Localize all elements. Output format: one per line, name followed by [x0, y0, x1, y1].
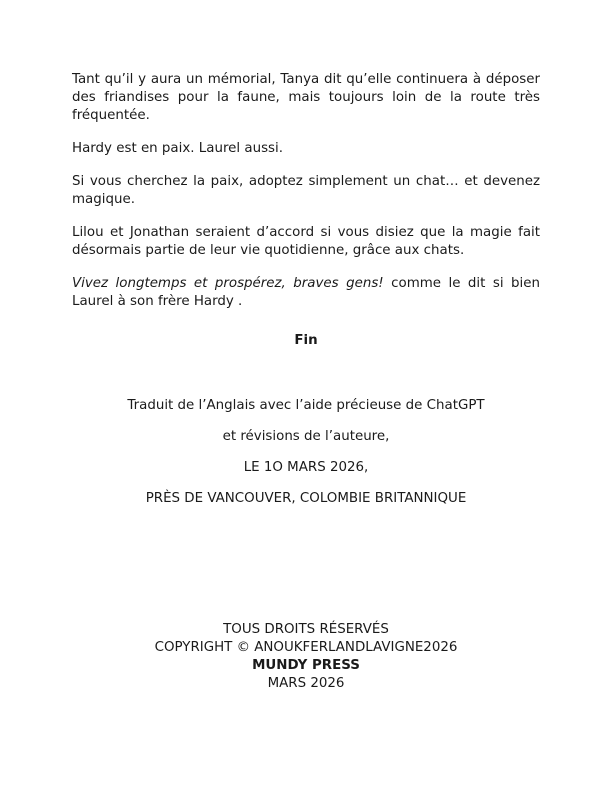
copyright-block — [0, 621, 612, 693]
credits-revisions: et révisions de l’auteure, — [222, 429, 390, 444]
farewell-quote: Vivez longtemps et prospérez, braves gens! — [72, 276, 384, 291]
copyright-line: COPYRIGHT © ANOUKFERLANDLAVIGNE2026 — [154, 640, 458, 655]
publication-date: MARS 2026 — [267, 676, 345, 691]
paragraph-memorial: Tant qu’il y aura un mémorial, Tanya dit qu’elle continuera à déposer des friandises pour la faune, mais toujours loin de la route très fréquentée. — [72, 72, 540, 123]
credits-location: PRÈS DE VANCOUVER, COLOMBIE BRITANNIQUE — [145, 491, 467, 506]
credits-date: LE 1O MARS 2026, — [243, 460, 369, 475]
paragraph-farewell — [72, 275, 540, 311]
fin-heading: Fin — [294, 333, 318, 348]
paragraph-peace: Hardy est en paix. Laurel aussi. — [72, 141, 283, 156]
paragraph-cat: Si vous cherchez la paix, adoptez simplement un chat… et devenez magique. — [72, 174, 540, 207]
closing-paragraphs — [72, 71, 540, 326]
paragraph-magic: Lilou et Jonathan seraient d’accord si vous disiez que la magie fait désormais partie de leur vie quotidienne, grâce aux chats. — [72, 225, 540, 258]
publisher-name: MUNDY PRESS — [252, 658, 360, 673]
credits-translated: Traduit de l’Anglais avec l’aide précieuse de ChatGPT — [127, 398, 485, 413]
farewell-rest: comme le dit si bien Laurel à son frère Hardy . — [72, 276, 540, 309]
translation-credits — [0, 397, 612, 521]
rights-reserved: TOUS DROITS RÉSERVÉS — [223, 622, 389, 637]
